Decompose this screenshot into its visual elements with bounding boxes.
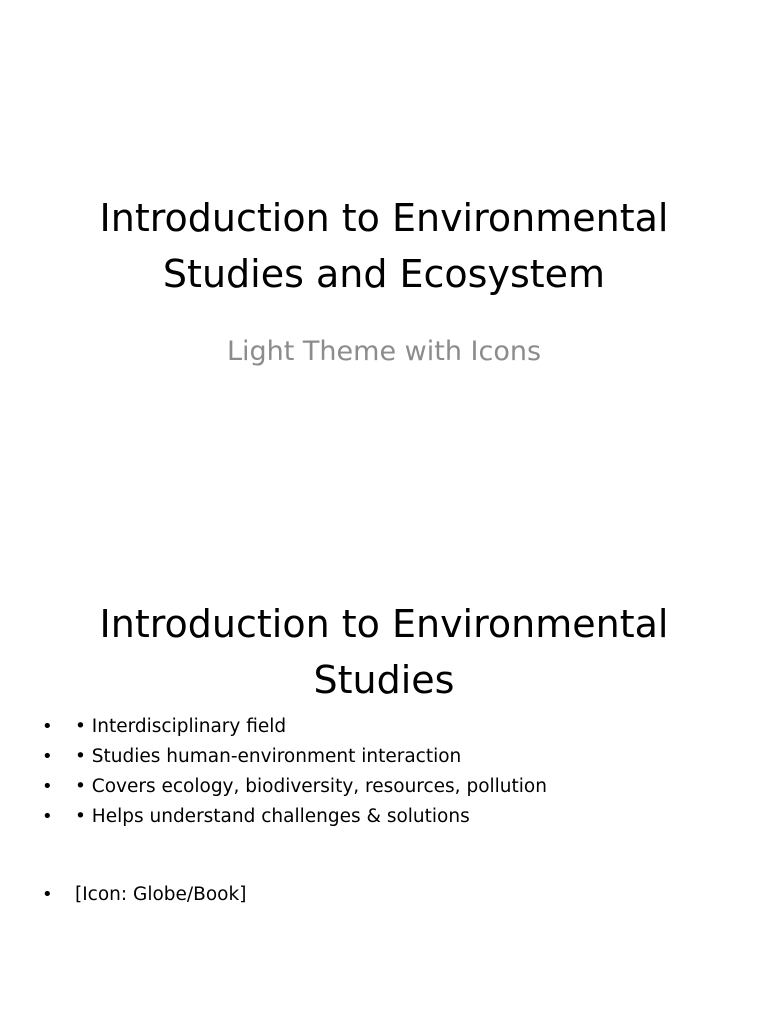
bullet-marker: • <box>42 716 53 737</box>
bullet-spacer <box>38 832 738 880</box>
bullet-text: • Interdisciplinary field <box>75 716 287 737</box>
bullet-item <box>38 802 738 832</box>
bullet-list <box>38 712 738 910</box>
title-line-2: Studies <box>313 658 455 702</box>
bullet-marker: • <box>42 746 53 767</box>
content-slide <box>0 512 768 1024</box>
slide-title <box>0 190 768 302</box>
title-line-1: Introduction to Environmental <box>99 196 669 240</box>
bullet-marker: • <box>42 806 53 827</box>
bullet-text: [Icon: Globe/Book] <box>75 884 247 905</box>
bullet-item <box>38 880 738 910</box>
bullet-text: • Helps understand challenges & solutions <box>75 806 470 827</box>
bullet-text: • Studies human-environment interaction <box>75 746 462 767</box>
title-line-1: Introduction to Environmental <box>99 602 669 646</box>
bullet-item <box>38 712 738 742</box>
bullet-item <box>38 772 738 802</box>
bullet-text: • Covers ecology, biodiversity, resources, pollution <box>75 776 547 797</box>
slide-title <box>0 596 768 708</box>
title-line-2: Studies and Ecosystem <box>162 252 606 296</box>
slide-subtitle: Light Theme with Icons <box>226 336 542 367</box>
bullet-item <box>38 742 738 772</box>
bullet-marker: • <box>42 776 53 797</box>
bullet-marker: • <box>42 884 53 905</box>
